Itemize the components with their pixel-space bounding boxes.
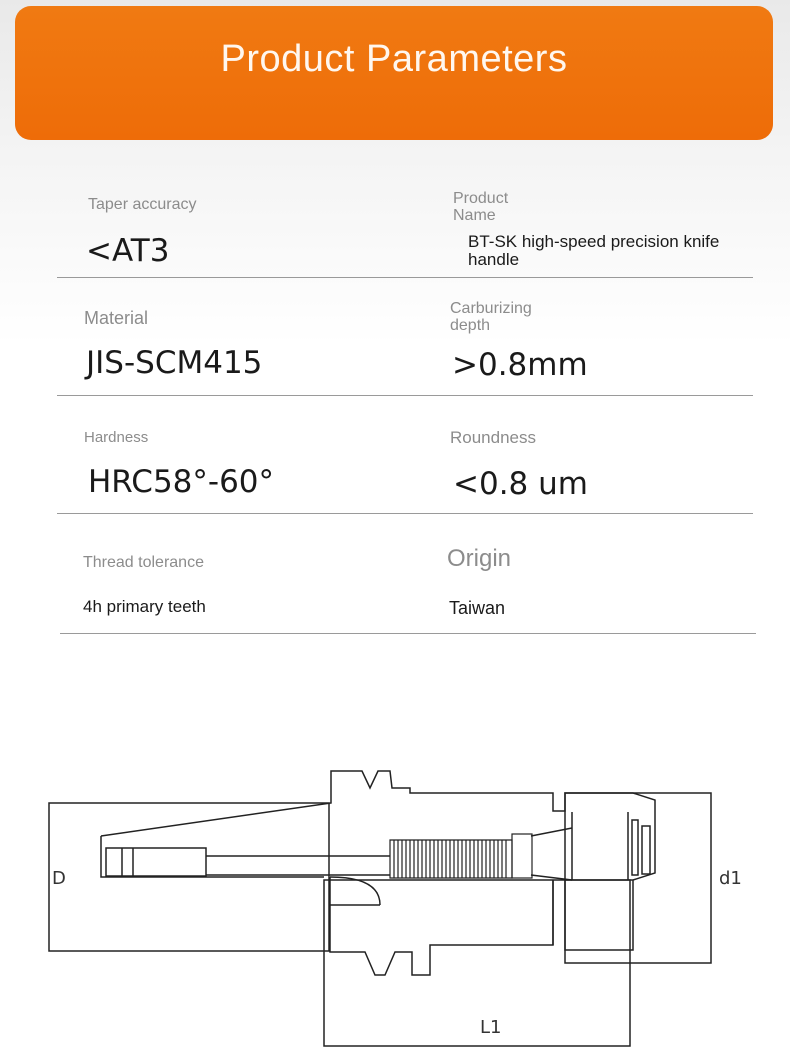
flange-curve [330,877,380,905]
param-value-taper-accuracy: <AT3 [86,233,170,269]
dimension-label-d: D [52,868,66,889]
param-value-origin: Taiwan [449,598,506,618]
nose-bore [553,880,633,950]
threaded-rod [390,834,532,878]
collet-seat [572,812,628,880]
param-value-hardness: HRC58°-60° [88,464,275,500]
dimension-label-d1: d1 [719,868,742,889]
nut-ring-outer [642,826,650,874]
param-label-hardness: Hardness [84,429,149,446]
param-value-material: JIS-SCM415 [86,345,263,381]
collet-taper [531,828,572,880]
pull-stud [106,848,206,876]
param-label-origin: Origin [447,545,512,572]
shank-lines [206,856,390,875]
param-label-taper-accuracy: Taper accuracy [88,196,197,213]
dimension-label-l1: L1 [480,1017,502,1038]
param-value-carburizing-depth: >0.8mm [452,347,588,383]
param-label-roundness: Roundness [450,428,537,447]
flange-lower-outline [330,877,553,975]
param-value-thread-tolerance: 4h primary teeth [83,597,206,616]
param-label-thread-tolerance: Thread tolerance [83,554,204,571]
param-label-carburizing-depth: Carburizing depth [450,300,532,334]
pull-stud-groove [122,848,133,876]
param-value-product-name: BT-SK high-speed precision knife handle [468,232,720,269]
param-label-material: Material [84,308,149,328]
nut-ring [632,820,638,875]
page-title: Product Parameters [220,37,568,80]
param-label-product-name: Product Name [453,190,509,224]
param-value-roundness: <0.8 um [453,466,588,502]
